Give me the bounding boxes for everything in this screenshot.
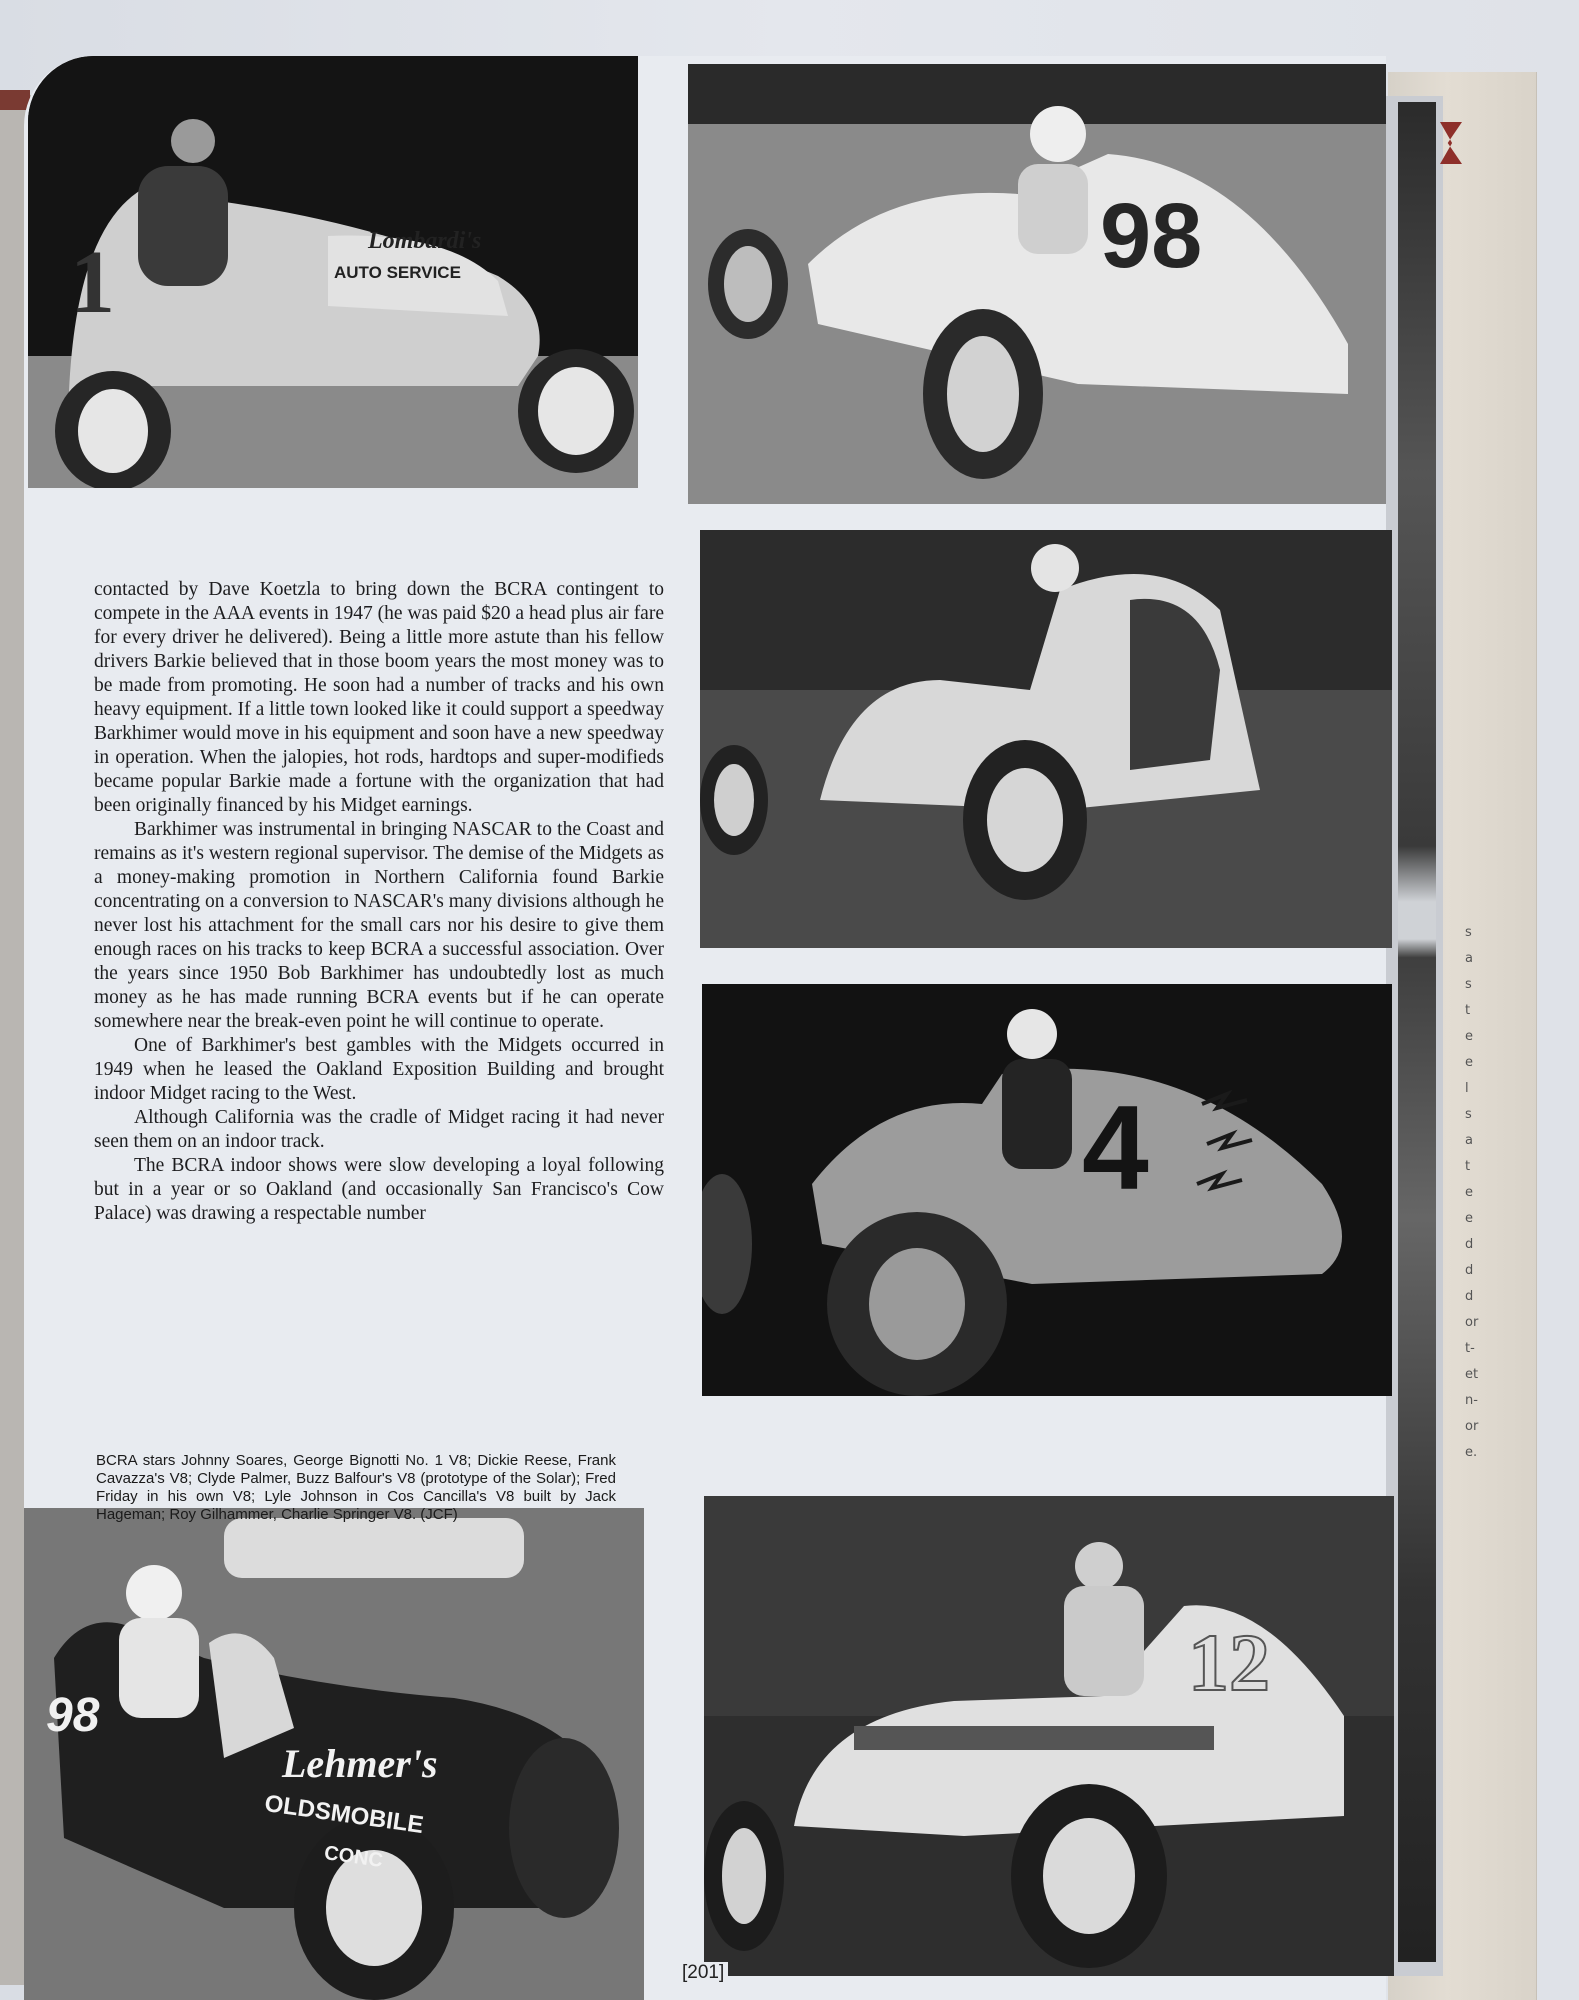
adjacent-page-fragment-char: l bbox=[1465, 1081, 1469, 1096]
car-number-4: 4 bbox=[1082, 1081, 1149, 1215]
photo-car-1-lombardis bbox=[28, 56, 638, 488]
adjacent-page-fragment-char: t bbox=[1465, 1003, 1471, 1018]
article-paragraph: Barkhimer was instrumental in bringing NASCAR to the Coast and remains as it's western regional supervisor. The demise of the Midgets as a money-making promotion in Northern California found Barkie concentrating on a conversion to NASCAR's many divisions although he never lost his attachment for the small cars nor his desire to give them enough races on his tracks to keep BCRA a successful association. Over the years since 1950 Bob Barkhimer has undoubtedly lost as much money as he has made running BCRA events but if he can operate somewhere near the break-even point he will continue to operate. bbox=[94, 819, 664, 1032]
adjacent-page-fragment-char: t bbox=[1465, 1159, 1471, 1174]
article-paragraph: One of Barkhimer's best gambles with the Midgets occurred in 1949 when he leased the Oakland Exposition Building and brought indoor Midget racing to the West. bbox=[94, 1035, 664, 1104]
car-number-12: 12 bbox=[1188, 1617, 1270, 1708]
sponsor-conc: CONC bbox=[322, 1842, 385, 1872]
sponsor-oldsmobile: OLDSMOBILE bbox=[262, 1790, 426, 1840]
adjacent-page-fragment-char: n- bbox=[1465, 1393, 1478, 1408]
photo-car-98-lehmers bbox=[24, 1508, 644, 2000]
adjacent-page-fragment-char: or bbox=[1465, 1419, 1479, 1434]
adjacent-page-fragment-char: s bbox=[1465, 1107, 1472, 1122]
adjacent-page-fragment-char: s bbox=[1465, 977, 1472, 992]
adjacent-page-fragment-char: e bbox=[1465, 1211, 1473, 1226]
sponsor-script-lombardis: Lombardi's bbox=[368, 228, 482, 254]
article-paragraph: The BCRA indoor shows were slow developing a loyal following but in a year or so Oakland (and occasionally San Francisco's Cow Palace) was drawing a respectable number bbox=[94, 1155, 664, 1224]
article-body bbox=[94, 578, 664, 1226]
adjacent-page-fragment-char: d bbox=[1465, 1237, 1474, 1252]
article-paragraph: contacted by Dave Koetzla to bring down the BCRA contingent to compete in the AAA events in 1947 (he was paid $20 a head plus air fare for every driver he delivered). Being a little more astute than his fellow drivers Barkie believed that in those boom years the most money was to be made from promoting. He soon had a number of tracks and his own heavy equipment. If a little town looked like it could support a speedway Barkhimer would move in his equipment and soon have a new speedway in operation. When the jalopies, hot rods, hardtops and super-modifieds became popular Barkie made a fortune with the organization that had been originally financed by his Midget earnings. bbox=[94, 579, 664, 816]
photo-caption: BCRA stars Johnny Soares, George Bignotti No. 1 V8; Dickie Reese, Frank Cavazza's V8; Clyde Palmer, Buzz Balfour's V8 (prototype of the Solar); Fred Friday in his own V8; Lyle Johnson in Cos Cancilla's V8 built by Jack Hageman; Roy Gilhammer, Charlie Springer V8. (JCF) bbox=[96, 1452, 616, 1523]
adjacent-page-fragment-char: s bbox=[1465, 925, 1472, 940]
adjacent-page-fragment-char: a bbox=[1465, 1133, 1473, 1148]
adjacent-page-fragment-char: et bbox=[1465, 1367, 1479, 1382]
adjacent-page-fragment-char: a bbox=[1465, 951, 1473, 966]
page-number: [201] bbox=[678, 1962, 728, 1984]
car-number-98-tail: 98 bbox=[46, 1689, 100, 1742]
adjacent-page-fragment-char: e bbox=[1465, 1185, 1473, 1200]
car-number-1: 1 bbox=[70, 233, 115, 332]
car-number-98: 98 bbox=[1100, 185, 1203, 287]
sponsor-auto-service: AUTO SERVICE bbox=[334, 263, 461, 282]
adjacent-page-fragment-char: d bbox=[1465, 1263, 1474, 1278]
photo-car-98-white bbox=[688, 64, 1386, 504]
adjacent-page-photo-strip bbox=[1398, 102, 1436, 1962]
photo-car-12 bbox=[704, 1496, 1394, 1976]
photo-car-4-lightning bbox=[702, 984, 1392, 1396]
adjacent-page-text-fragment bbox=[1465, 920, 1495, 1466]
article-paragraph: Although California was the cradle of Midget racing it had never seen them on an indoor track. bbox=[94, 1107, 664, 1152]
adjacent-page-fragment-char: d bbox=[1465, 1289, 1474, 1304]
adjacent-page-fragment-char: t- bbox=[1465, 1341, 1475, 1356]
photo-car-indoor-arena bbox=[700, 530, 1392, 948]
book-page bbox=[24, 56, 1386, 2000]
adjacent-page-fragment-char: e. bbox=[1465, 1445, 1478, 1460]
adjacent-page-fragment-char: e bbox=[1465, 1029, 1473, 1044]
adjacent-page-fragment-char: or bbox=[1465, 1315, 1479, 1330]
adjacent-page-fragment-char: e bbox=[1465, 1055, 1473, 1070]
sponsor-script-lehmers: Lehmer's bbox=[282, 1741, 438, 1786]
